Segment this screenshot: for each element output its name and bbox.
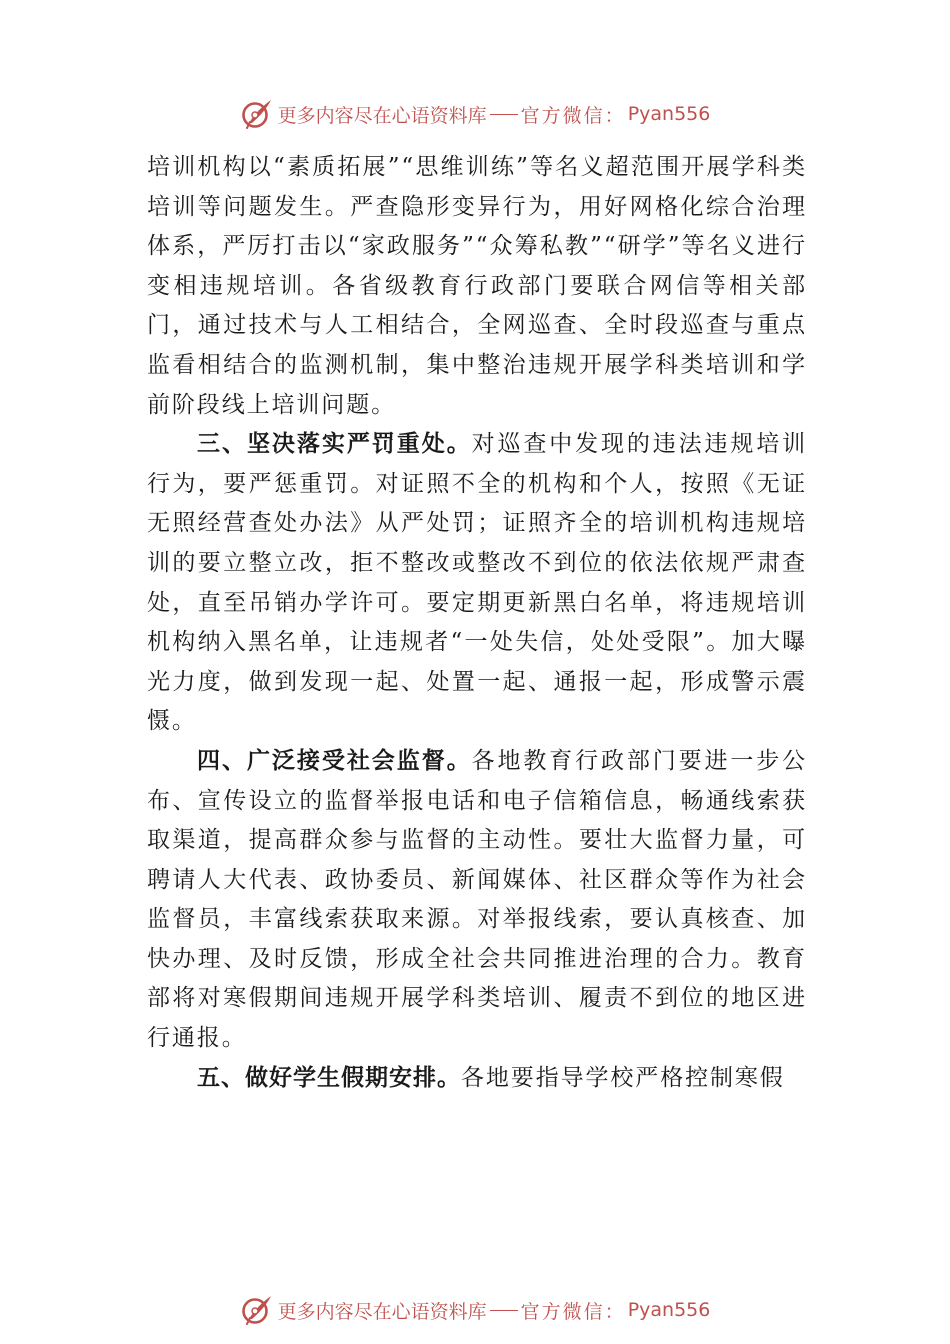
watermark-wechat-label: 官方微信： xyxy=(520,1300,626,1323)
watermark-wechat-id: Pyan556 xyxy=(627,1299,711,1321)
paragraph-section-5 xyxy=(147,1059,807,1099)
section-heading: 五、做好学生假期安排。 xyxy=(197,1064,461,1091)
quill-logo-icon xyxy=(240,1293,274,1327)
paragraph-body: 各地教育行政部门要进一步公布、宣传设立的监督举报电话和电子信箱信息，畅通线索获取渠道，提高群众参与监督的主动性。要壮大监督力量，可聘请人大代表、政协委员、新闻媒体、社区群众等作为社会监督员，丰富线索获取来源。对举报线索，要认真核查、加快办理、及时反馈，形成全社会共同推进治理的合力。教育部将对寒假期间违规开展学科类培训、履责不到位的地区进行通报。 xyxy=(147,747,808,1052)
watermark-dash xyxy=(490,1310,518,1311)
watermark-site-text: 更多内容尽在心语资料库 xyxy=(277,104,487,127)
paragraph-body: 各地要指导学校严格控制寒假 xyxy=(461,1064,785,1091)
watermark-dash xyxy=(490,114,518,115)
paragraph-body: 对巡查中发现的违法违规培训行为，要严惩重罚。对证照不全的机构和个人，按照《无证无照经营查处办法》从严处罚；证照齐全的培训机构违规培训的要立整立改，拒不整改或整改不到位的依法依规严肃查处，直至吊销办学许可。要定期更新黑白名单，将违规培训机构纳入黑名单，让违规者“一处失信，处处受限”。加大曝光力度，做到发现一起、处置一起、通报一起，形成警示震慑。 xyxy=(147,431,808,735)
paragraph-continued xyxy=(147,148,807,425)
quill-logo-icon xyxy=(240,97,274,131)
section-heading: 四、广泛接受社会监督。 xyxy=(197,747,472,774)
paragraph-section-3 xyxy=(147,425,807,742)
watermark-wechat-id: Pyan556 xyxy=(627,103,711,125)
document-body xyxy=(147,148,807,1098)
footer-watermark xyxy=(0,1290,950,1330)
paragraph-section-4 xyxy=(147,742,807,1059)
header-watermark xyxy=(0,94,950,134)
watermark-wechat-label: 官方微信： xyxy=(520,104,626,127)
watermark-site-text: 更多内容尽在心语资料库 xyxy=(277,1300,487,1323)
section-heading: 三、坚决落实严罚重处。 xyxy=(197,431,472,458)
paragraph-body: 培训机构以“素质拓展”“思维训练”等名义超范围开展学科类培训等问题发生。严查隐形变异行为，用好网格化综合治理体系，严厉打击以“家政服务”“众筹私教”“研学”等名义进行变相违规培训。各省级教育行政部门要联合网信等相关部门，通过技术与人工相结合，全网巡查、全时段巡查与重点监看相结合的监测机制，集中整治违规开展学科类培训和学前阶段线上培训问题。 xyxy=(147,154,807,418)
